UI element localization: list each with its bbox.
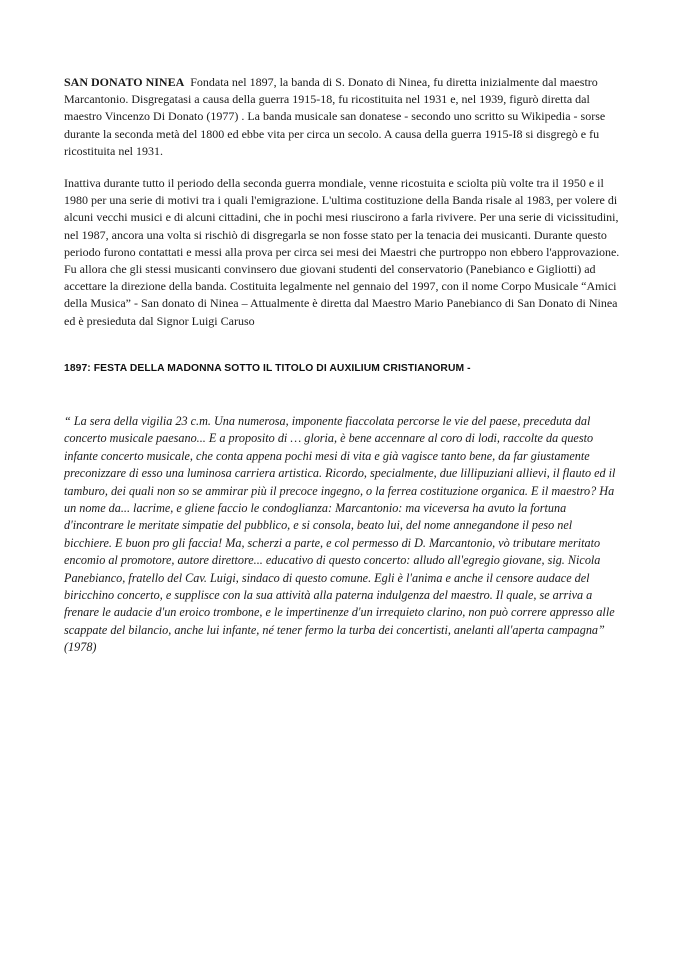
intro-paragraph <box>64 74 620 160</box>
quote-paragraph: “ La sera della vigilia 23 c.m. Una numerosa, imponente fiaccolata percorse le vie del paese, preceduta dal concerto musicale paesano... E a proposito di … gloria, è bene accennare al coro di lodi, raccolte da questo infante concerto musicale, che conta appena pochi mesi di vita e già vagisce tanto bene, da far giustamente preconizzare di esso una luminosa carriera artistica. Ricordo, specialmente, due lillipuziani allievi, il flauto ed il tamburo, dei quali non so se ammirar più il precoce ingegno, o la ferrea costituzione organica. E il maestro? Ha un nome da... lacrime, e gliene faccio le condoglianza: Marcantonio: ma viceversa ha avuto la fortuna d'incontrare le meritate simpatie del pubblico, e si consola, beato lui, del nome annegandone il peso nel bicchiere. E buon pro gli faccia! Ma, scherzi a parte, e col permesso di D. Marcantonio, vò tributare meritato encomio al promotore, autore direttore... educativo di questo concerto: alludo all'egregio giovane, sig. Nicola Panebianco, fratello del Cav. Luigi, sindaco di questo comune. Egli è l'anima e anche il censore audace del biricchino concerto, e supplisce con la sua attività alla paterna indulgenza del maestro. Il quale, se arriva a frenare le audacie d'un eroico trombone, e le impertinenze d'un irrequieto clarino, non può correre appresso alle scappate del bilancio, anche lui infante, né tener fermo la turba dei concertisti, anelanti all'aperta campagna” (1978) <box>64 414 616 655</box>
section-heading: 1897: FESTA DELLA MADONNA SOTTO IL TITOLO DI AUXILIUM CRISTIANORUM - <box>64 363 471 374</box>
intro-paragraph-text: Fondata nel 1897, la banda di S. Donato di Ninea, fu diretta inizialmente dal maestro Marcantonio. Disgregatasi a causa della guerra 1915-18, fu ricostituita nel 1931 e, nel 1939, figurò diretta dal maestro Vincenzo Di Donato (1977) . La banda musicale san donatese - secondo uno scritto su Wikipedia - sorse durante la seconda metà del 1800 ed ebbe vita per circa un secolo. A causa della guerra 1915-I8 si disgregò e fu ricostituita nel 1931. <box>64 75 606 158</box>
town-name-lead: SAN DONATO NINEA <box>64 75 185 89</box>
history-paragraph: Inattiva durante tutto il periodo della seconda guerra mondiale, venne ricostuita e sciolta più volte tra il 1950 e il 1980 per una serie di motivi tra i quali l'emigrazione. L'ultima costituzione della Banda risale al 1983, per volere di alcuni vecchi musici e di alcuni cittadini, che in pochi mesi riuscirono a farla rivivere. Per una serie di vicissitudini, nel 1987, ancora una volta si rischiò di disgregarla se non fosse stato per la tenacia dei musicanti. Durante questo periodo furono contattati e messi alla prova per circa sei mesi dei Maestri che purtroppo non ebbero l'approvazione. Fu allora che gli stessi musicanti convinsero due giovani studenti del conservatorio (Panebianco e Gigliotti) ad accettare la direzione della banda. Costituita legalmente nel gennaio del 1997, con il nome Corpo Musicale “Amici della Musica” - San donato di Ninea – Attualmente è diretta dal Maestro Mario Panebianco di San Donato di Ninea ed è presieduta dal Signor Luigi Caruso <box>64 176 620 328</box>
